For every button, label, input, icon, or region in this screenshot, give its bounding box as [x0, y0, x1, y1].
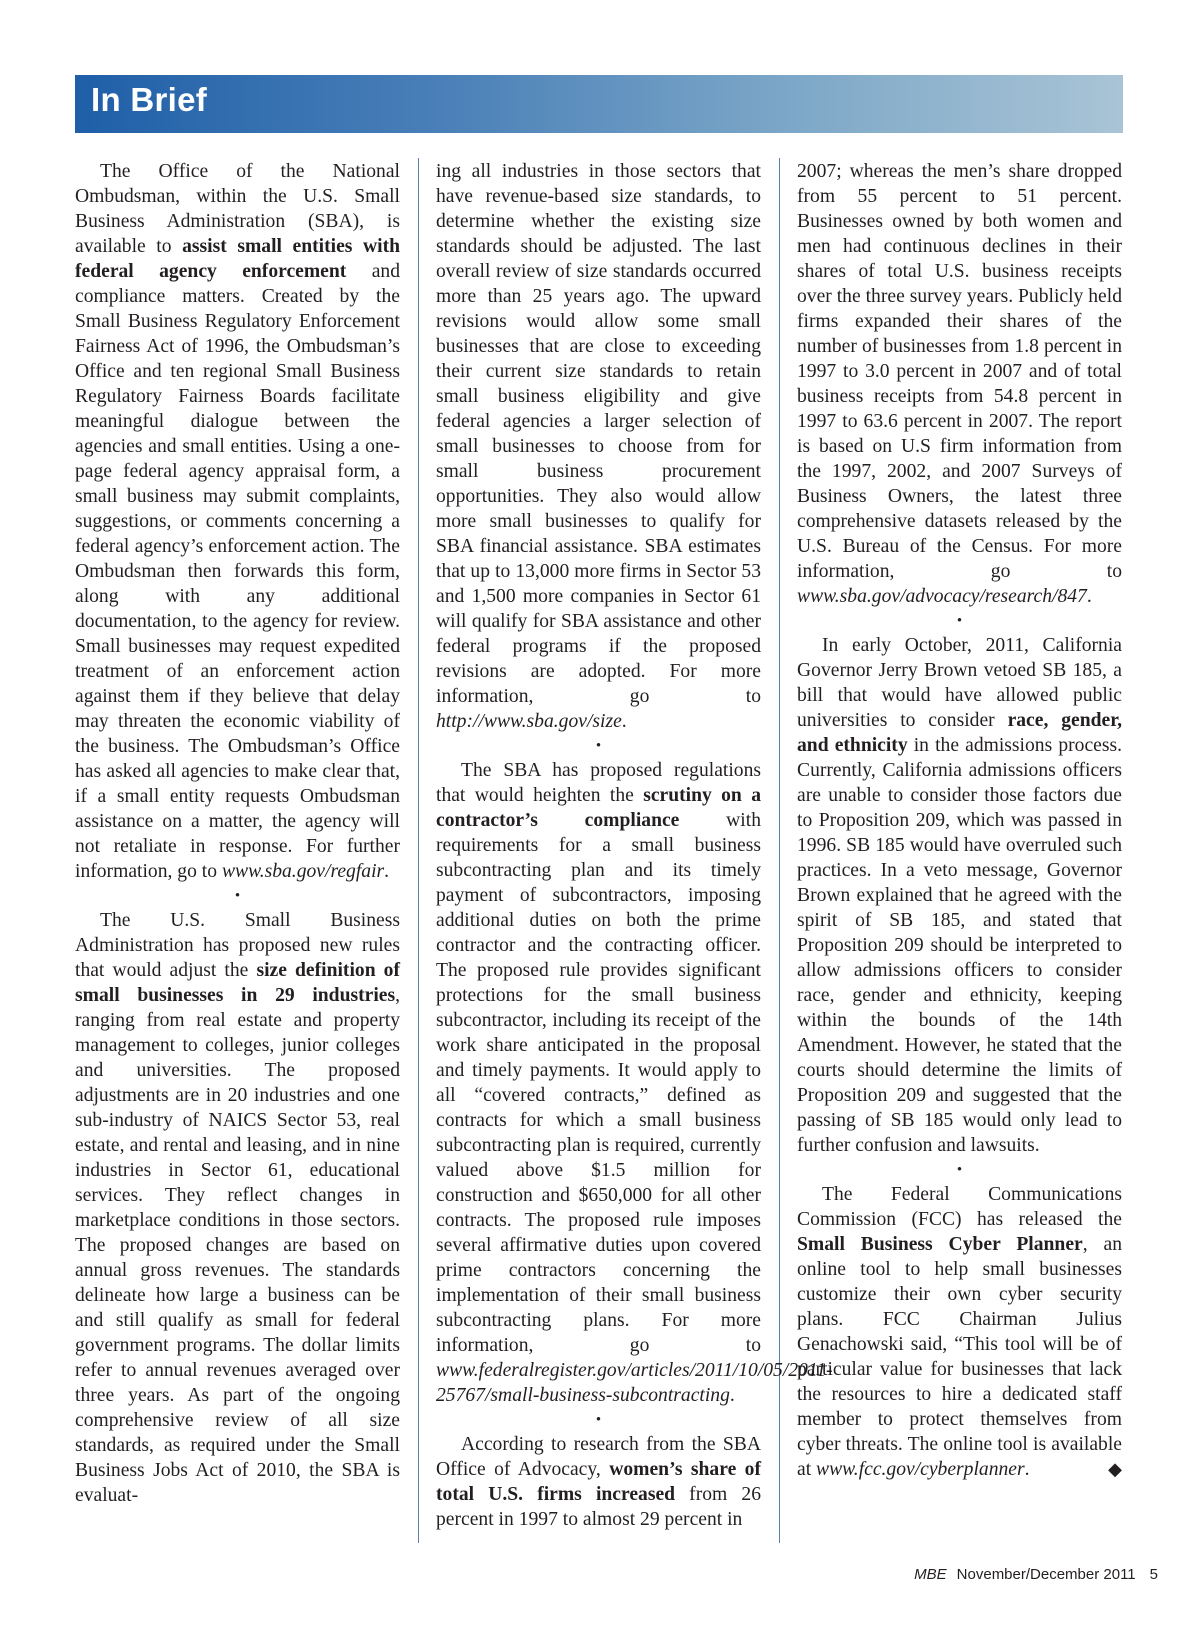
article-column-1	[75, 159, 400, 1508]
sb185-paragraph: In early October, 2011, California Governor Jerry Brown vetoed SB 185, a bill that would have allowed public universities to consider race, gender, and ethnicity in the admissions process. Currently, California admissions officers are unable to consider those factors due to Proposition 209, which was passed in 1996. SB 185 would have overruled such practices. In a veto message, Governor Brown explained that he agreed with the spirit of SB 185, and stated that Proposition 209 should be interpreted to allow admissions officers to consider race, gender and ethnicity, keeping within the bounds of the 14th Amendment. However, he stated that the courts should determine the limits of Proposition 209 and suggested that the passing of SB 185 would only lead to further confusion and lawsuits.	[797, 635, 1122, 1156]
magazine-name: MBE	[914, 1566, 947, 1583]
section-banner	[75, 75, 1123, 133]
article-column-2	[436, 159, 833, 1532]
column-divider	[779, 158, 780, 1543]
womens-share-paragraph: According to research from the SBA Office of Advocacy, women’s share of total U.S. firms increased from 26 percent in 1997 to almost 29 percent in	[436, 1434, 762, 1530]
bullet-separator: •	[956, 613, 963, 629]
ombudsman-paragraph: The Office of the National Ombudsman, within the U.S. Small Business Administration (SBA), is available to assist small entities with federal agency enforcement and compliance matters. Created by the Small Business Regulatory Enforcement Fairness Act of 1996, the Ombudsman’s Office and ten regional Small Business Regulatory Fairness Boards facilitate meaningful dialogue between the agencies and small entities. Using a one-page federal agency appraisal form, a small business may submit complaints, suggestions, or comments concerning a federal agency’s enforcement action. The Ombudsman then forwards this form, along with any additional documentation, to the agency for review. Small businesses may request expedited treatment of an enforcement action against them if they believe that delay may threaten the economic viability of the business. The Ombudsman’s Office has asked all agencies to make clear that, if a small entity requests Ombudsman assistance on a matter, the agency will not retaliate in response. For further information, go to www.sba.gov/regfair.	[75, 161, 401, 882]
bullet-separator: •	[234, 888, 241, 904]
bold-phrase: assist small entities with federal agency enforcement	[75, 236, 401, 282]
page-footer	[914, 1566, 1158, 1583]
issue-date: November/December 2011	[956, 1566, 1136, 1583]
bold-phrase: size definition of small businesses in 29 industries	[75, 960, 400, 1006]
subcontracting-paragraph: The SBA has proposed regulations that would heighten the scrutiny on a contractor’s compliance with requirements for a small business subcontracting plan and its timely payment of subcontractors, imposing additional duties on both the prime contractor and the contracting officer. The proposed rule provides significant protections for the small business subcontractor, including its receipt of the work share anticipated in the proposal and timely payments. It would apply to all “covered contracts,” defined as contracts for which a small business subcontracting plan is required, currently valued above $1.5 million for construction and $650,000 for all other contracts. The proposed rule imposes several affirmative duties upon covered prime contractors concerning the implementation of their small business subcontracting plans. For more information, go to www.federalregister.gov/articles/2011/10/05/2011-25767/small-business-subcontracting.	[436, 760, 833, 1406]
cyber-planner-paragraph: The Federal Communications Commission (FCC) has released the Small Business Cyber Planner, an online tool to help small businesses customize their own cyber security plans. FCC Chairman Julius Genachowski said, “This tool will be of particular value for businesses that lack the resources to hire a dedicated staff member to protect themselves from cyber threats. The online tool is available at www.fcc.gov/cyberplanner. ◆	[797, 1184, 1122, 1480]
bullet-separator: •	[595, 738, 602, 754]
column-divider	[418, 158, 419, 1543]
size-standards-continued: ing all industries in those sectors that have revenue-based size standards, to determine whether the existing size standards should be adjusted. The last overall review of size standards occurred more than 25 years ago. The upward revisions would allow some small businesses that are close to exceeding their current size standards to retain small business eligibility and give federal agencies a larger selection of small businesses to choose from for small business procurement opportunities. They also would allow more small businesses to qualify for SBA financial assistance. SBA estimates that up to 13,000 more firms in Sector 53 and 1,500 more companies in Sector 61 will qualify for SBA assistance and other federal programs if the proposed revisions are adopted. For more information, go to http://www.sba.gov/size.	[436, 161, 761, 732]
bullet-separator: •	[595, 1412, 602, 1428]
bold-phrase: Small Business Cyber Planner	[797, 1234, 1083, 1255]
bold-phrase: women’s share of total U.S. firms increased	[436, 1459, 762, 1505]
bullet-separator: •	[956, 1162, 963, 1178]
bold-phrase: race, gender, and ethnicity	[797, 710, 1122, 756]
section-title: In Brief	[91, 81, 208, 118]
link-federal-register[interactable]: www.federalregister.gov/articles/2011/10/05/2011-25767/small-business-subcontracting	[436, 1360, 833, 1406]
link-fcc-cyberplanner[interactable]: www.fcc.gov/cyberplanner	[816, 1459, 1025, 1480]
bold-phrase: scrutiny on a contractor’s compliance	[436, 785, 761, 831]
article-column-3	[797, 159, 1122, 1482]
size-standards-paragraph: The U.S. Small Business Administration has proposed new rules that would adjust the size definition of small businesses in 29 industries, ranging from real estate and property management to colleges, junior colleges and universities. The proposed adjustments are in 20 industries and one sub-industry of NAICS Sector 53, real estate, and rental and leasing, and in nine industries in Sector 61, educational services. They reflect changes in marketplace conditions in those sectors. The proposed changes are based on annual gross revenues. The standards delineate how large a business can be and still qualify as small for federal government programs. The dollar limits refer to annual revenues averaged over three years. As part of the ongoing comprehensive review of all size standards, as required under the Small Business Jobs Act of 2010, the SBA is evaluat-	[75, 910, 400, 1506]
link-regfair[interactable]: www.sba.gov/regfair	[221, 861, 385, 882]
end-mark-icon: ◆	[1108, 1459, 1122, 1479]
link-sba-size[interactable]: http://www.sba.gov/size	[436, 711, 622, 732]
womens-share-continued: 2007; whereas the men’s share dropped from 55 percent to 51 percent. Businesses owned by both women and men had continuous declines in their shares of total U.S. business receipts over the three survey years. Publicly held firms expanded their shares of the number of businesses from 1.8 percent in 1997 to 3.0 percent in 2007 and of total business receipts from 54.8 percent in 1997 to 63.6 percent in 2007. The report is based on U.S firm information from the 1997, 2002, and 2007 Surveys of Business Owners, the latest three comprehensive datasets released by the U.S. Bureau of the Census. For more information, go to www.sba.gov/advocacy/research/847.	[797, 161, 1122, 607]
page-number: 5	[1149, 1566, 1158, 1583]
link-advocacy-research[interactable]: www.sba.gov/advocacy/research/847	[797, 586, 1087, 607]
